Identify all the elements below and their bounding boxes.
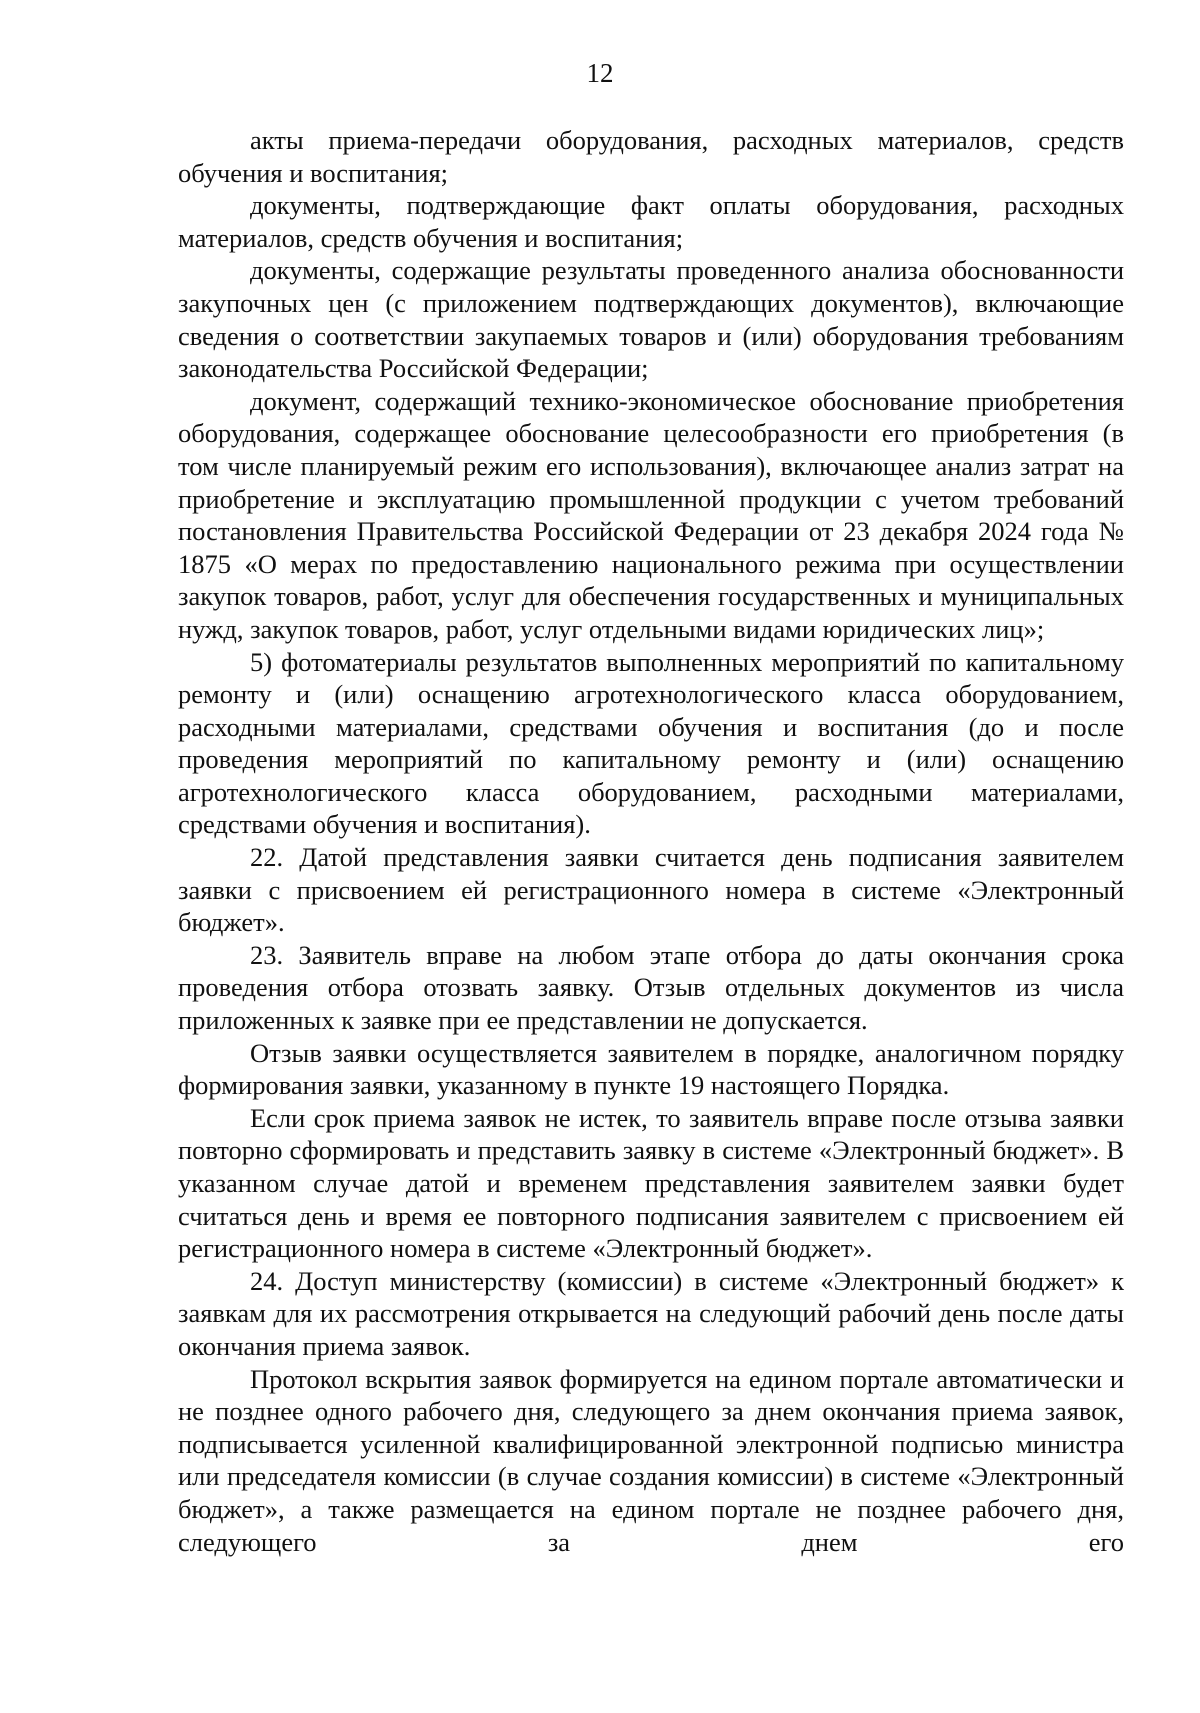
page-number: 12 [586,58,614,88]
paragraph: 24. Доступ министерству (комиссии) в системе «Электронный бюджет» к заявкам для их рассмотрения открывается на следующий рабочий день после даты окончания приема заявок. [178,1265,1124,1361]
paragraph: документы, содержащие результаты проведенного анализа обоснованности закупочных цен (с приложением подтверждающих документов), включающие сведения о соответствии закупаемых товаров и (или) оборудования требованиям законодательства Российской Федерации; [178,255,1124,384]
paragraph: 5) фотоматериалы результатов выполненных мероприятий по капитальному ремонту и (или) оснащению агротехнологического класса оборудованием, расходными материалами, средствами обучения и воспитания (до и после проведения мероприятий по капитальному ремонту и (или) оснащению агротехнологического класса оборудованием, расходными материалами, средствами обучения и воспитания). [178,646,1124,840]
paragraph: документы, подтверждающие факт оплаты оборудования, расходных материалов, средств обучения и воспитания; [178,190,1124,253]
document-body [178,124,1124,1558]
paragraph: Протокол вскрытия заявок формируется на едином портале автоматически и не позднее одного рабочего дня, следующего за днем окончания приема заявок, подписывается усиленной квалифицированной электронной подписью министра или председателя комиссии (в случае создания комиссии) в системе «Электронный бюджет», а также размещается на едином портале не позднее рабочего дня, следующего за днем его [178,1363,1124,1557]
paragraph: Отзыв заявки осуществляется заявителем в порядке, аналогичном порядку формирования заявки, указанному в пункте 19 настоящего Порядка. [178,1037,1124,1101]
paragraph: 22. Датой представления заявки считается день подписания заявителем заявки с присвоением ей регистрационного номера в системе «Электронный бюджет». [178,842,1124,938]
paragraph: Если срок приема заявок не истек, то заявитель вправе после отзыва заявки повторно сформировать и представить заявку в системе «Электронный бюджет». В указанном случае датой и временем представления заявителем заявки будет считаться день и время ее повторного подписания заявителем с присвоением ей регистрационного номера в системе «Электронный бюджет». [178,1102,1124,1264]
paragraph: 23. Заявитель вправе на любом этапе отбора до даты окончания срока проведения отбора отозвать заявку. Отзыв отдельных документов из числа приложенных к заявке при ее представлении не допускается. [178,939,1124,1036]
paragraph: документ, содержащий технико-экономическое обоснование приобретения оборудования, содержащее обоснование целесообразности его приобретения (в том числе планируемый режим его использования), включающее анализ затрат на приобретение и эксплуатацию промышленной продукции с учетом требований постановления Правительства Российской Федерации от 23 декабря 2024 года № 1875 «О мерах по предоставлению национального режима при осуществлении закупок товаров, работ, услуг для обеспечения государственных и муниципальных нужд, закупок товаров, работ, услуг отдельными видами юридических лиц»; [178,385,1124,644]
paragraph: акты приема-передачи оборудования, расходных материалов, средств обучения и воспитания; [178,125,1124,188]
